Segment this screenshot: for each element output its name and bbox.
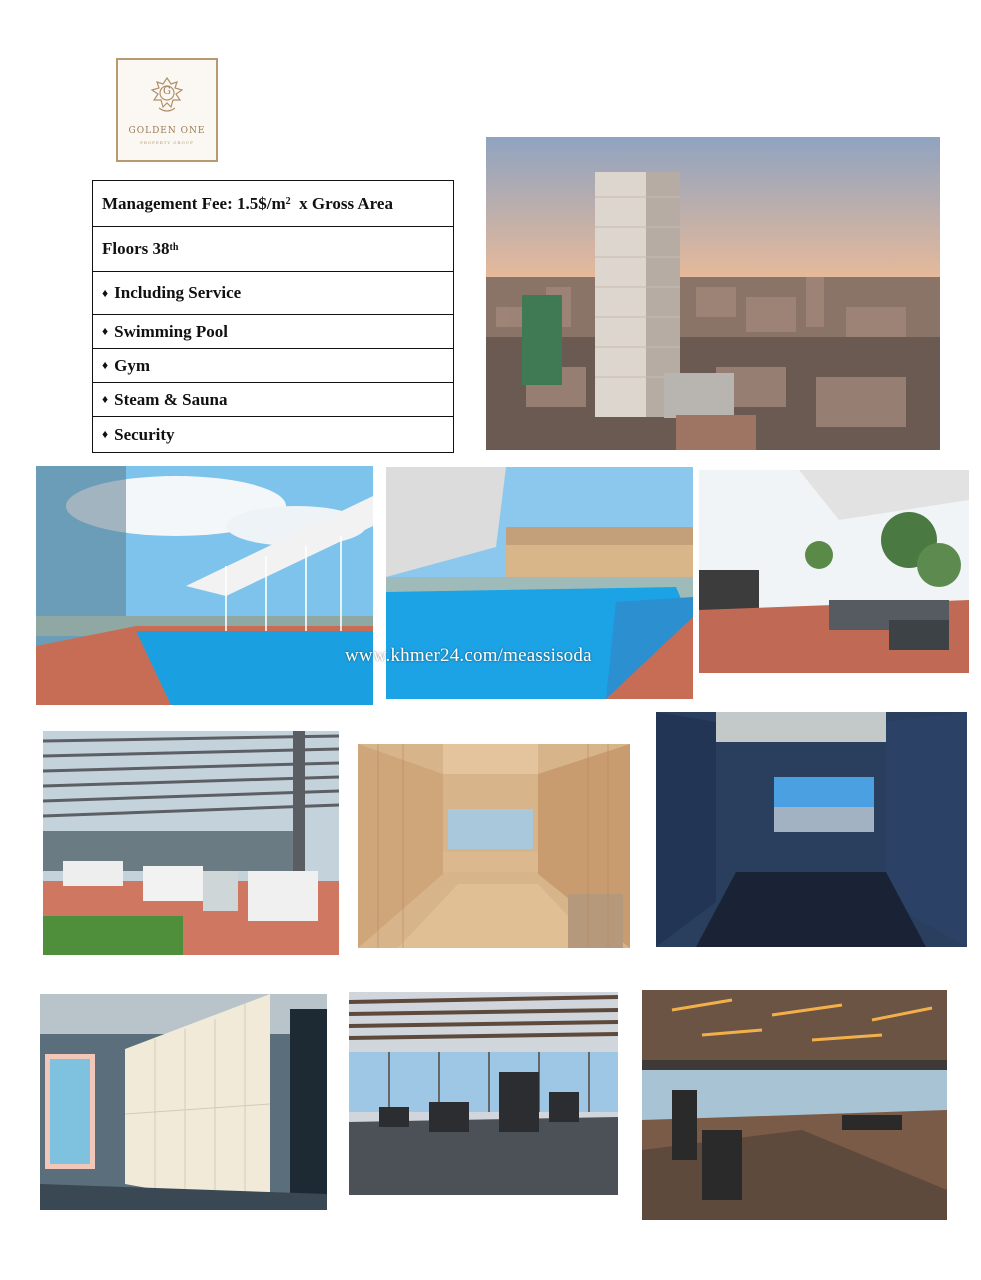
management-fee-row (93, 181, 453, 227)
info-table (92, 180, 454, 453)
floors-text: Floors 38 (102, 239, 170, 258)
rooftop-terrace-photo (699, 470, 969, 673)
golden-one-logo (116, 58, 218, 162)
pergola-lounge-photo (43, 731, 339, 955)
diamond-bullet-icon: ♦ (102, 285, 109, 300)
logo-brand-name: GOLDEN ONE (128, 126, 206, 136)
feature-label: Including Service (114, 283, 242, 302)
diamond-bullet-icon: ♦ (102, 392, 109, 406)
diamond-bullet-icon: ♦ (102, 324, 109, 338)
feature-label: Steam & Sauna (114, 389, 228, 409)
locker-room-photo (40, 994, 327, 1210)
feature-label: Gym (114, 355, 151, 375)
logo-tagline: PROPERTY GROUP (140, 140, 194, 145)
sauna-photo (358, 744, 630, 948)
feature-row (93, 349, 453, 383)
feature-row (93, 383, 453, 417)
gym-photo-1 (349, 992, 618, 1195)
feature-row (93, 272, 453, 315)
tower-exterior-photo (486, 137, 940, 450)
feature-label: Swimming Pool (114, 321, 228, 341)
management-fee-sup: 2 (285, 196, 291, 207)
floors-sup: th (169, 241, 179, 253)
gym-photo-2 (642, 990, 947, 1220)
feature-row (93, 315, 453, 349)
feature-label: Security (114, 424, 175, 444)
logo-monogram: G (163, 86, 171, 97)
rooftop-pool-photo-1 (36, 466, 373, 705)
feature-row (93, 417, 453, 452)
management-fee-text: Management Fee: 1.5$/m (102, 193, 286, 213)
diamond-bullet-icon: ♦ (102, 427, 109, 441)
floors-row (93, 227, 453, 272)
steam-room-photo (656, 712, 967, 947)
diamond-bullet-icon: ♦ (102, 358, 109, 372)
watermark-url: www.khmer24.com/meassisoda (345, 645, 592, 666)
management-fee-suffix: x Gross Area (290, 193, 393, 213)
